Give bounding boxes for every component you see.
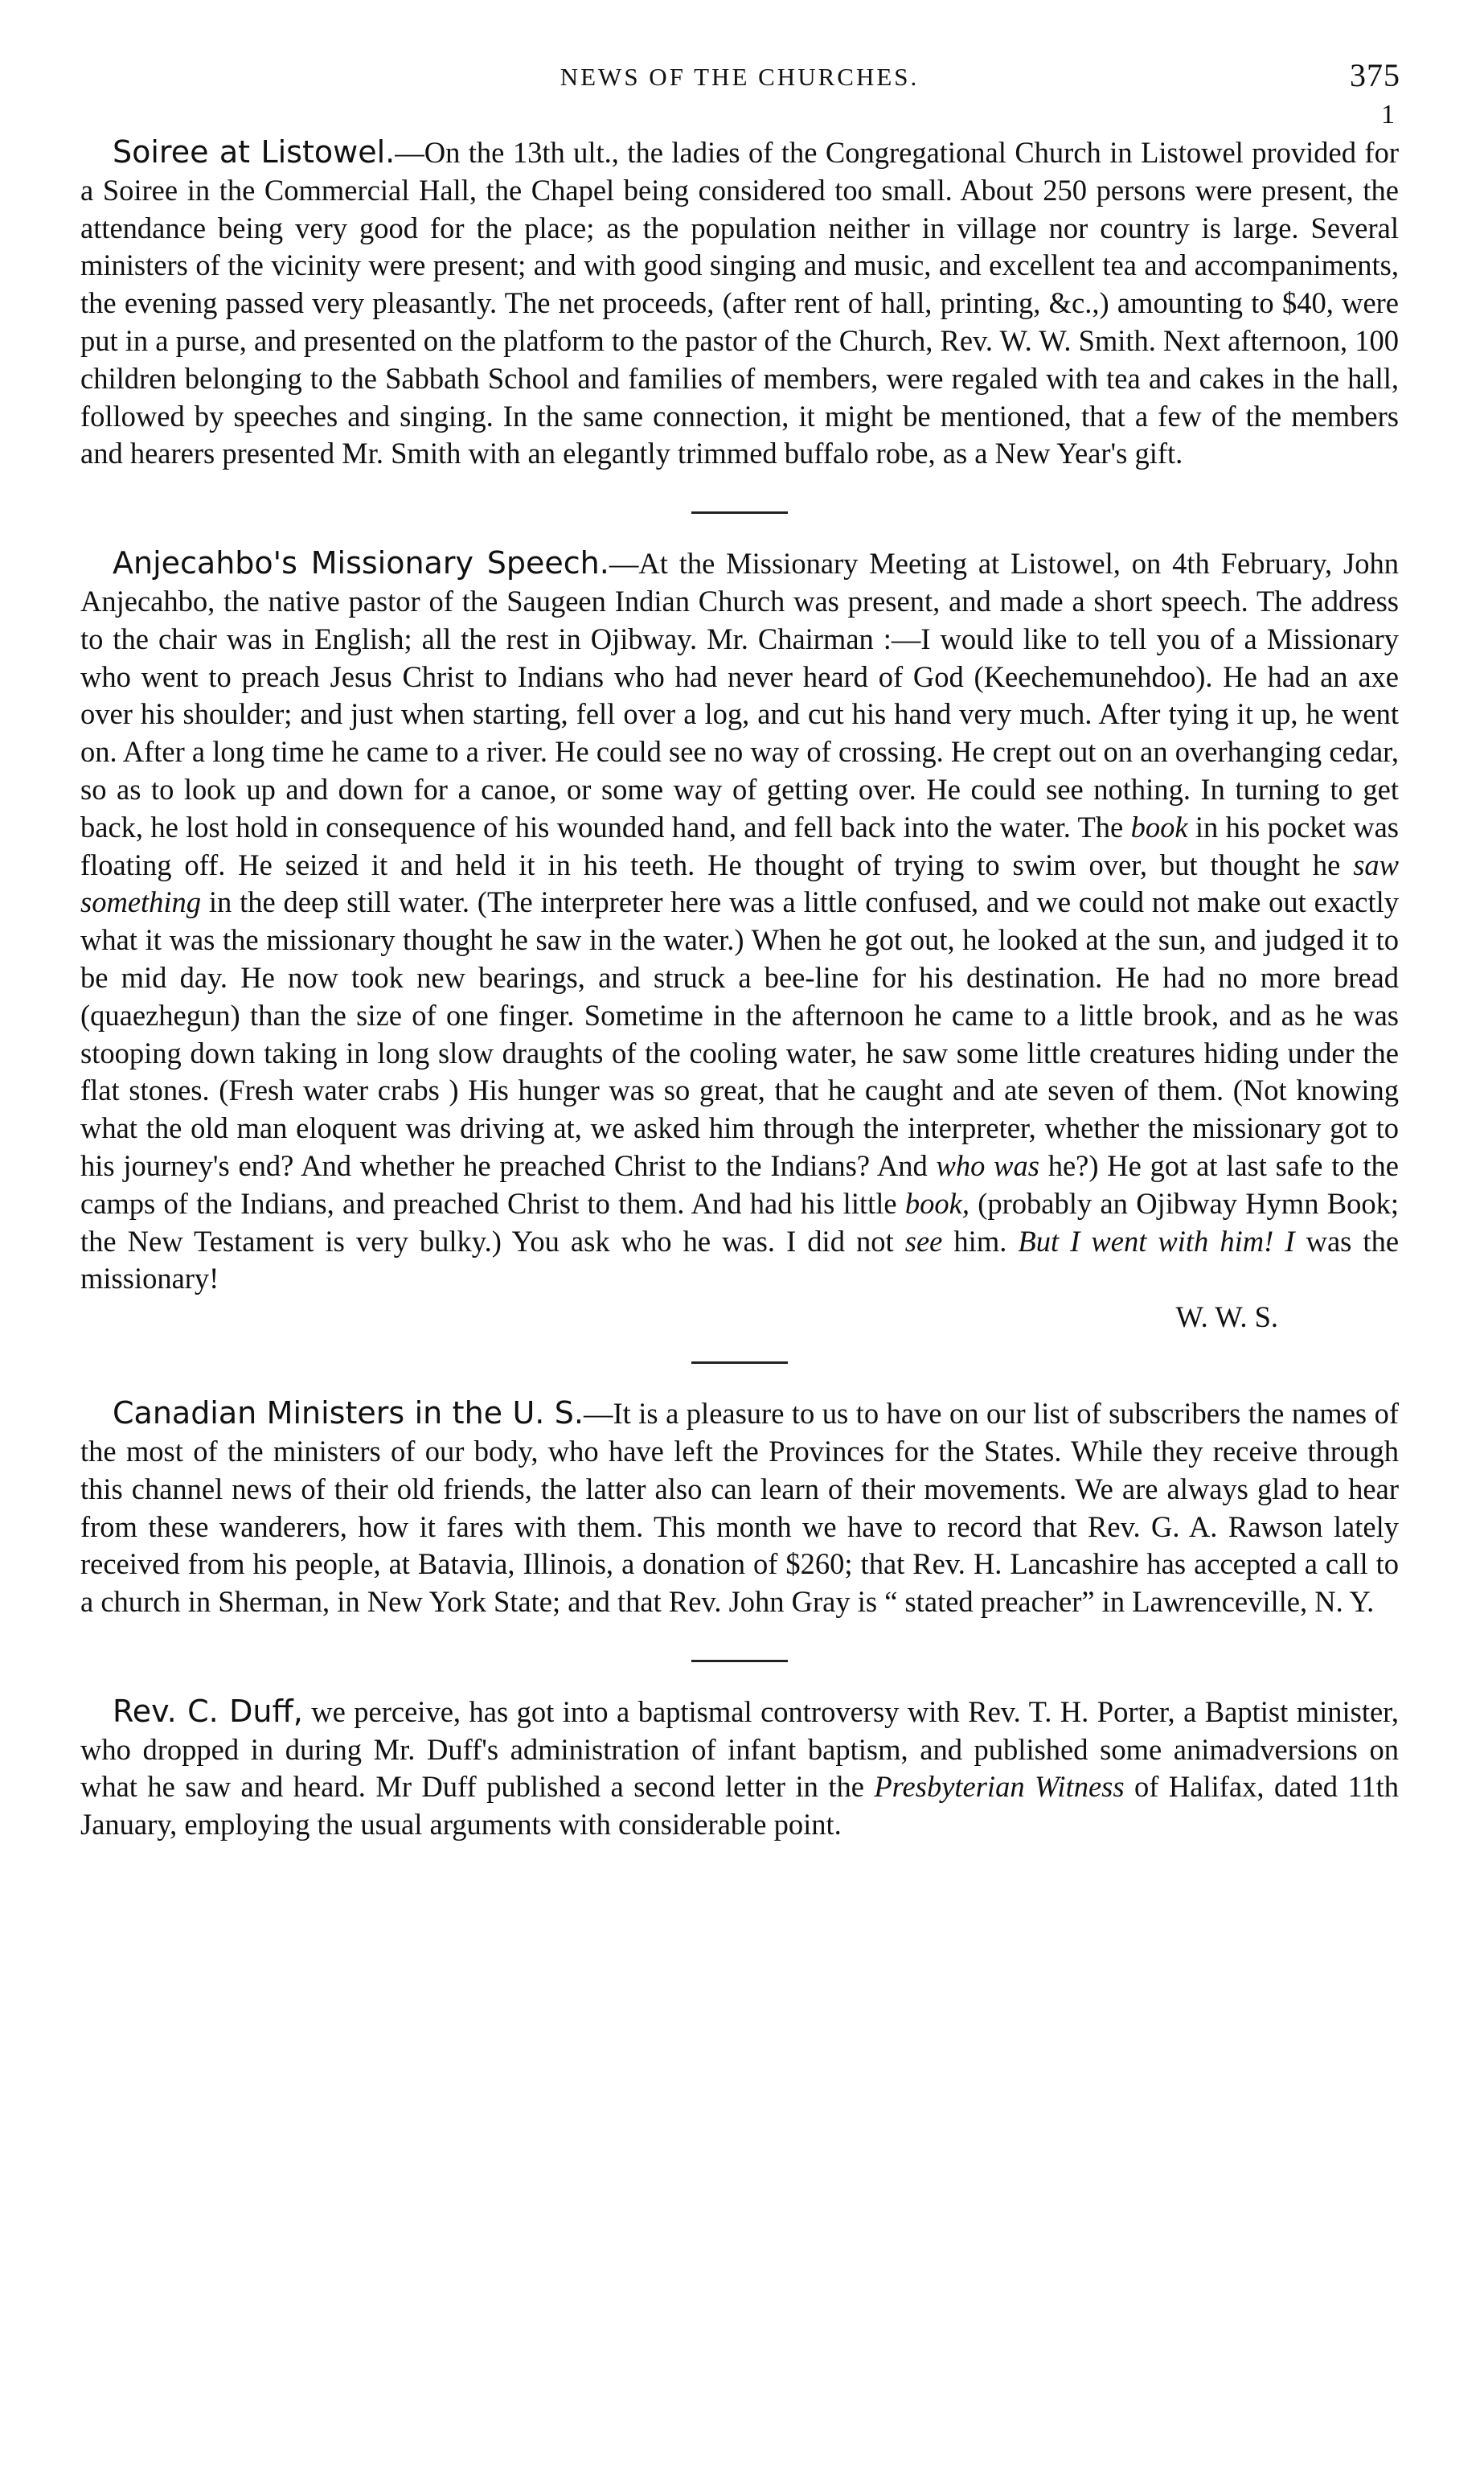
section-divider xyxy=(691,1660,788,1662)
article-body: of Halifax, dated 11th January, employing the usual arguments with considerable point. xyxy=(80,1770,1399,1842)
italic-text: book, xyxy=(904,1186,970,1220)
signature: W. W. S. xyxy=(1175,1300,1278,1334)
article-heading: Anjecahbo's Missionary Speech. xyxy=(113,545,609,581)
article-canadian-ministers xyxy=(80,1394,1399,1621)
article-heading: Canadian Ministers in the U. S. xyxy=(113,1395,584,1431)
article-heading: Rev. C. Duff, xyxy=(113,1693,303,1729)
italic-text: Presbyterian Witness xyxy=(874,1770,1125,1804)
italic-text: see xyxy=(904,1224,943,1258)
article-rev-c-duff xyxy=(80,1693,1399,1844)
article-body: in his pocket was floating off. He seized it and held it in his teeth. He thought of trying to swim over, but thought he xyxy=(80,810,1399,881)
running-head-title: NEWS OF THE CHURCHES. xyxy=(560,63,920,91)
article-body: —It is a pleasure to us to have on our list of subscribers the names of the most of the ministers of our body, who have left the Provinces for the States. While they receive through this channel news of their old friends, the latter also can learn of their movements. We are always glad to hear from these wanderers, how it fares with them. This month we have to record that Rev. G. A. Rawson lately received from his people, at Batavia, Illinois, a donation of $260; that Rev. H. Lancashire has accepted a call to a church in Sherman, in New York State; and that Rev. John Gray is “ stated preacher” in Lawrenceville, N. Y. xyxy=(80,1397,1399,1619)
article-body: we perceive, has got into a baptismal controversy with Rev. T. H. Porter, a Baptist minister, who dropped in during Mr. Duff's administration of infant baptism, and published some animadversions on what he saw and heard. Mr Duff published a second letter in the xyxy=(80,1694,1399,1804)
article-body: was the missionary! xyxy=(80,1224,1400,1295)
article-body: (probably an Ojibway Hymn Book; the New Testament is very bulky.) You ask who he was. I did not xyxy=(80,1186,1399,1258)
margin-mark: 1 xyxy=(1381,100,1397,129)
article-soiree-at-listowel xyxy=(80,133,1399,473)
article-body: —At the Missionary Meeting at Listowel, on 4th February, John Anjecahbo, the native pastor of the Saugeen Indian Church was present, and made a short speech. The address to the chair was in English; all the rest in Ojibway. Mr. Chairman :—I would like to tell you of a Missionary who went to preach Jesus Christ to Indians who had never heard of God (Keechemunehdoo). He had an axe over his shoulder; and just when starting, fell over a log, and cut his hand very much. After tying it up, he went on. After a long time he came to a river. He could see no way of crossing. He crept out on an overhanging cedar, so as to look up and down for a canoe, or some way of getting over. He could see nothing. In turning to get back, he lost hold in consequence of his wounded hand, and fell back into the water. The xyxy=(80,547,1399,844)
section-divider xyxy=(691,1361,788,1364)
page-number: 375 xyxy=(1350,57,1400,93)
article-body: him. xyxy=(942,1224,1019,1258)
section-divider xyxy=(691,511,788,514)
italic-text: saw something xyxy=(80,848,1399,919)
article-body: in the deep still water. (The interpreter here was a little confused, and we could not make out exactly what it was the missionary thought he saw in the water.) When he got out, he looked at the sun, and judged it to be mid day. He now took new bearings, and struck a bee-line for his destination. He had no more bread (quaezhegun) than the size of one finger. Sometime in the afternoon he came to a little brook, and as he was stooping down taking in long slow draughts of the cooling water, he saw some little creatures hiding under the flat stones. (Fresh water crabs ) His hunger was so great, that he caught and ate seven of them. (Not knowing what the old man eloquent was driving at, we asked him through the interpreter, whether the missionary got to his journey's end? And whether he preached Christ to the Indians? And xyxy=(80,885,1399,1182)
article-missionary-speech xyxy=(80,544,1399,1298)
article-body: —On the 13th ult., the ladies of the Congregational Church in Listowel provided for a Soiree in the Commercial Hall, the Chapel being considered too small. About 250 persons were present, the attendance being very good for the place; as the population neither in village nor country is large. Several ministers of the vicinity were present; and with good singing and music, and excellent tea and accompaniments, the evening passed very pleasantly. The net proceeds, (after rent of hall, printing, &c.,) amounting to $40, were put in a purse, and presented on the platform to the pastor of the Church, Rev. W. W. Smith. Next afternoon, 100 children belonging to the Sabbath School and families of members, were regaled with tea and cakes in the hall, followed by speeches and singing. In the same connection, it might be mentioned, that a few of the members and hearers presented Mr. Smith with an elegantly trimmed buffalo robe, as a New Year's gift. xyxy=(80,136,1399,470)
running-head xyxy=(80,56,1400,129)
italic-text: But I went with him! xyxy=(1018,1224,1274,1258)
article-heading: Soiree at Listowel. xyxy=(113,134,396,170)
italic-text: who was xyxy=(936,1148,1039,1182)
italic-text: I xyxy=(1285,1224,1295,1258)
page xyxy=(80,56,1399,1844)
italic-text: book xyxy=(1130,810,1188,844)
article-body: he?) He got at last safe to the camps of the Indians, and preached Christ to them. And had his little xyxy=(80,1148,1399,1220)
